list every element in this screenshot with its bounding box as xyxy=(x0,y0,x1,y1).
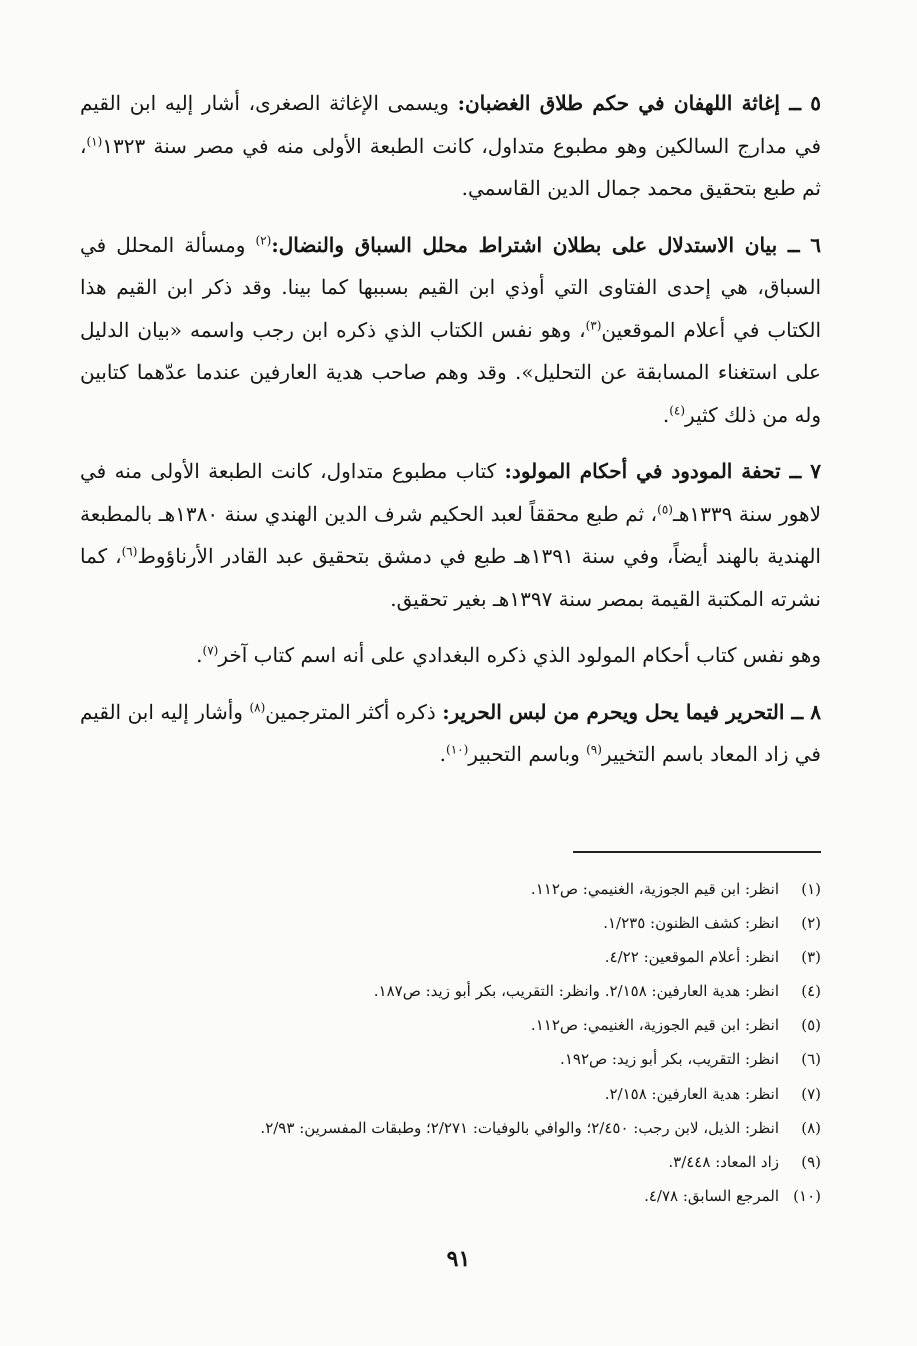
paragraph-text: ومسألة المحلل في السباق، هي إحدى الفتاوى التي أوذي ابن القيم بسببها كما بينا. وقد ذكر ابن القيم هذا الكتاب في أعلام الموقعين xyxy=(80,232,822,342)
footnote-ref: (٧) xyxy=(202,643,219,658)
paragraph-text: ذكره أكثر المترجمين xyxy=(265,699,443,724)
paragraph-text: . xyxy=(662,402,670,427)
footnote-text: المرجع السابق: ٤/٧٨. xyxy=(644,1186,779,1205)
footnote-divider xyxy=(573,851,821,853)
paragraph-text: وباسم التحبير xyxy=(468,742,587,766)
paragraph-text: ، ثم طبع بتحقيق محمد جمال الدين القاسمي. xyxy=(80,133,821,200)
footnote-item xyxy=(80,1179,821,1213)
paragraph-title: ٧ ــ تحفة المودود في أحكام المولود: xyxy=(504,459,822,483)
paragraph-title: ٨ ــ التحرير فيما يحل ويحرم من لبس الحرير: xyxy=(442,699,821,724)
footnote-ref: (٣) xyxy=(585,317,602,332)
footnote-number: (٧) xyxy=(801,1084,821,1103)
footnote-ref: (٢) xyxy=(255,232,272,247)
footnote-ref: (١) xyxy=(86,133,103,148)
main-text xyxy=(80,82,821,790)
footnote-item xyxy=(80,940,821,974)
paragraph-8 xyxy=(80,691,821,776)
footnote-item xyxy=(80,974,821,1008)
footnote-number: (٣) xyxy=(801,948,821,967)
footnote-ref: (٤) xyxy=(669,402,686,417)
footnote-text: انظر: ابن قيم الجوزية، الغنيمي: ص١١٢. xyxy=(530,880,779,898)
paragraph-text: ، كما نشرته المكتبة القيمة بمصر سنة ١٣٩٧هـ بغير تحقيق. xyxy=(80,544,821,611)
footnote-text: انظر: هدية العارفين: ٢/١٥٨. وانظر: التقريب، بكر أبو زيد: ص١٨٧. xyxy=(373,982,779,1001)
paragraph-text: كتاب مطبوع متداول، كانت الطبعة الأولى منه في لاهور سنة ١٣٣٩هـ xyxy=(80,459,821,526)
footnote-ref: (٨) xyxy=(249,699,266,714)
footnote-number: (٩) xyxy=(801,1152,821,1171)
paragraph-title: ٦ ــ بيان الاستدلال على بطلان اشتراط محلل السباق والنضال: xyxy=(271,232,821,257)
footnote-ref: (٥) xyxy=(657,501,673,516)
footnote-number: (١٠) xyxy=(793,1186,821,1205)
footnote-number: (٢) xyxy=(801,914,821,933)
footnote-text: انظر: ابن قيم الجوزية، الغنيمي: ص١١٢. xyxy=(530,1016,779,1035)
footnote-item xyxy=(80,1008,821,1042)
footnote-ref: (١٠) xyxy=(446,742,469,757)
paragraph-5 xyxy=(80,82,821,210)
footnote-number: (٥) xyxy=(801,1016,821,1035)
paragraph-text: وأشار إليه ابن القيم في زاد المعاد باسم التخيير xyxy=(80,699,821,766)
footnote-item xyxy=(80,1111,821,1145)
page-number: ٩١ xyxy=(446,1246,471,1272)
paragraph-6 xyxy=(80,224,821,437)
footnote-text: زاد المعاد: ٣/٤٤٨. xyxy=(668,1152,779,1171)
paragraph-text: ويسمى الإغاثة الصغرى، أشار إليه ابن القيم في مدارج السالكين وهو مطبوع متداول، كانت الطبعة الأولى منه في مصر سنة ١٣٢٣ xyxy=(80,91,821,158)
footnote-item xyxy=(80,906,821,940)
paragraph-text: . xyxy=(196,643,203,667)
paragraph-7-note xyxy=(80,634,821,677)
footnote-ref: (٩) xyxy=(586,742,602,757)
footnote-text: انظر: كشف الظنون: ١/٢٣٥. xyxy=(603,914,779,933)
paragraph-text: ، وهو نفس الكتاب الذي ذكره ابن رجب واسمه «بيان الدليل على استغناء المسابقة عن التحليل». وقد وهم صاحب هدية العارفين عندما عدّهما كتابين وله من ذلك كثير xyxy=(80,317,821,427)
footnote-item xyxy=(80,1042,821,1076)
footnote-item xyxy=(80,1077,821,1111)
paragraph-text: . xyxy=(439,742,447,766)
footnote-item xyxy=(80,872,821,906)
footnote-number: (٤) xyxy=(801,982,821,1001)
footnote-ref: (٦) xyxy=(121,544,138,559)
paragraph-7 xyxy=(80,450,821,620)
footnote-number: (١) xyxy=(801,880,821,898)
paragraph-text: ، ثم طبع محققاً لعبد الحكيم شرف الدين الهندي سنة ١٣٨٠هـ بالمطبعة الهندية بالهند أيضاً، وفي سنة ١٣٩١هـ طبع في دمشق بتحقيق عبد القادر الأرناؤوط xyxy=(80,501,821,568)
footnote-text: انظر: هدية العارفين: ٢/١٥٨. xyxy=(604,1084,779,1103)
footnote-number: (٨) xyxy=(801,1118,821,1137)
paragraph-text: وهو نفس كتاب أحكام المولود الذي ذكره البغدادي على أنه اسم كتاب آخر xyxy=(218,643,821,667)
footnote-item xyxy=(80,1145,821,1179)
paragraph-title: ٥ ــ إغاثة اللهفان في حكم طلاق الغضبان: xyxy=(457,91,822,115)
footnote-number: (٦) xyxy=(801,1050,821,1069)
footnote-text: انظر: الذيل، لابن رجب: ٢/٤٥٠؛ والوافي بالوفيات: ٢/٢٧١؛ وطبقات المفسرين: ٢/٩٣. xyxy=(260,1118,779,1137)
footnotes xyxy=(80,872,821,1213)
footnote-text: انظر: أعلام الموقعين: ٤/٢٢. xyxy=(604,948,779,967)
footnote-text: انظر: التقريب، بكر أبو زيد: ص١٩٢. xyxy=(560,1050,779,1069)
